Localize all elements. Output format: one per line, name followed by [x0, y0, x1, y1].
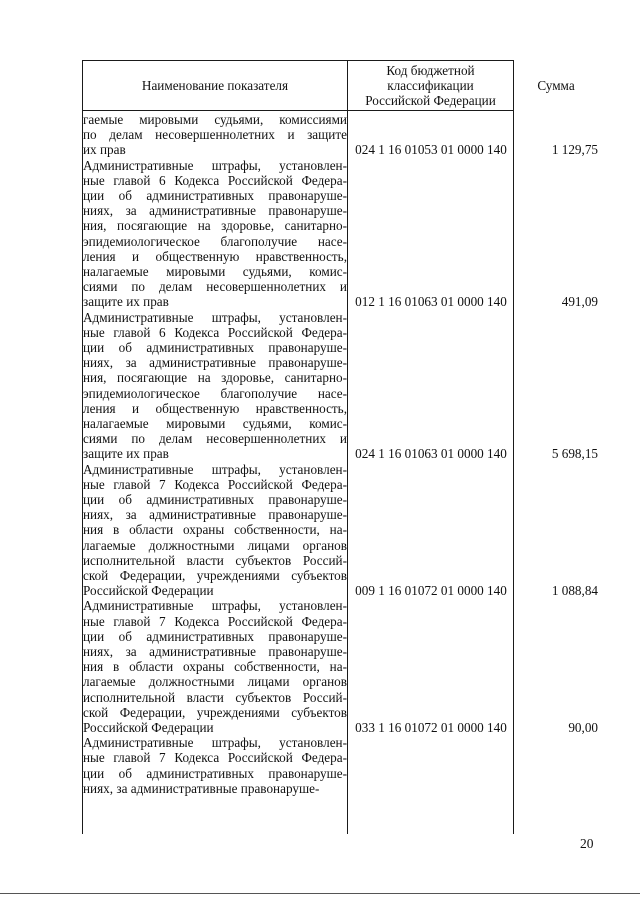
row-code-cell: 033 1 16 01072 01 0000 140 — [355, 720, 507, 735]
header-sum-text: Сумма — [537, 77, 575, 93]
row-name-line: ния в области охраны собственности, на- — [83, 522, 347, 538]
row-name-line: по делам несовершеннолетних и защите — [83, 127, 347, 143]
row-name-cell — [83, 735, 347, 796]
row-name-line: налагаемые мировыми судьями, комис- — [83, 415, 347, 431]
row-sum-cell: 90,00 — [568, 720, 598, 735]
row-name-line: ные главой 6 Кодекса Российской Федера- — [83, 172, 347, 188]
row-name-line: лагаемые должностными лицами органов — [83, 674, 347, 690]
row-name-line: ния, посягающие на здоровье, санитарно- — [83, 370, 347, 386]
row-name-cell — [83, 462, 347, 599]
row-name-line: ния в области охраны собственности, на- — [83, 659, 347, 675]
row-name-line: сиями по делам несовершеннолетних и — [83, 279, 347, 295]
column-divider-2 — [513, 60, 514, 834]
row-name-line: ской Федерации, учреждениями субъектов — [83, 704, 347, 720]
row-sum-cell: 1 088,84 — [551, 583, 598, 599]
row-name-line: Административные штрафы, установлен- — [83, 735, 347, 751]
row-name-line: ления и общественную нравственность, — [83, 248, 347, 264]
row-name-line: гаемые мировыми судьями, комиссиями — [83, 112, 347, 127]
header-code-line: классификации — [387, 77, 474, 93]
row-name-line: ниях, за административные правонаруше- — [83, 355, 347, 371]
row-code-cell: 024 1 16 01063 01 0000 140 — [355, 446, 507, 462]
row-name-line: защите их прав — [83, 294, 169, 310]
row-name-line: ные главой 7 Кодекса Российской Федера- — [83, 613, 347, 629]
row-name-line: ниях, за административные правонаруше- — [83, 780, 320, 796]
row-name-line: ции об административных правонаруше- — [83, 339, 347, 355]
row-name-line: исполнительной власти субъектов Россий- — [83, 689, 347, 705]
row-name-line: ции об административных правонаруше- — [83, 187, 347, 203]
page-number: 20 — [580, 836, 594, 851]
row-name-line: лагаемые должностными лицами органов — [83, 537, 347, 553]
row-name-line: ниях, за административные правонаруше- — [83, 203, 347, 219]
row-name-line: их прав — [83, 142, 126, 158]
row-sum-cell: 5 698,15 — [551, 446, 598, 462]
row-name-line: эпидемиологическое благополучие насе- — [83, 233, 347, 249]
row-name-line: ные главой 7 Кодекса Российской Федера- — [83, 750, 347, 766]
row-name-line: Административные штрафы, установлен- — [83, 461, 347, 477]
row-name-line: ния, посягающие на здоровье, санитарно- — [83, 218, 347, 234]
row-name-line: исполнительной власти субъектов Россий- — [83, 552, 347, 568]
row-name-line: ниях, за административные правонаруше- — [83, 643, 347, 659]
row-name-line: ные главой 6 Кодекса Российской Федера- — [83, 324, 347, 340]
row-code-cell: 012 1 16 01063 01 0000 140 — [355, 294, 507, 310]
column-divider-1 — [347, 60, 348, 834]
row-name-line: ниях, за административные правонаруше- — [83, 507, 347, 523]
row-name-line: ные главой 7 Кодекса Российской Федера- — [83, 476, 347, 492]
header-sum — [514, 60, 598, 110]
row-name-cell — [83, 112, 347, 158]
row-name-cell — [83, 310, 347, 462]
header-code — [348, 60, 513, 110]
row-name-line: сиями по делам несовершеннолетних и — [83, 431, 347, 447]
row-name-line: Административные штрафы, установлен- — [83, 157, 347, 173]
row-name-line: ской Федерации, учреждениями субъектов — [83, 567, 347, 583]
row-name-line: защите их прав — [83, 446, 169, 462]
row-name-cell — [83, 598, 347, 735]
header-name-text: Наименование показателя — [141, 77, 289, 93]
budget-table — [82, 60, 598, 834]
row-name-cell — [83, 158, 347, 310]
row-name-line: ции об административных правонаруше- — [83, 765, 347, 781]
row-name-line: ции об административных правонаруше- — [83, 491, 347, 507]
row-name-line: ции об административных правонаруше- — [83, 628, 347, 644]
header-code-line: Российской Федерации — [365, 92, 496, 108]
row-name-line: Российской Федерации — [83, 719, 214, 735]
row-name-line: Административные штрафы, установлен- — [83, 309, 347, 325]
row-name-line: Административные штрафы, установлен- — [83, 598, 347, 614]
header-code-line: Код бюджетной — [386, 62, 475, 78]
row-name-line: Российской Федерации — [83, 583, 214, 599]
row-code-cell: 009 1 16 01072 01 0000 140 — [355, 583, 507, 599]
row-name-line: ления и общественную нравственность, — [83, 400, 347, 416]
page-bottom-rule — [0, 893, 640, 894]
row-code-cell: 024 1 16 01053 01 0000 140 — [355, 142, 507, 158]
row-sum-cell: 1 129,75 — [551, 142, 598, 158]
row-sum-cell: 491,09 — [561, 294, 598, 310]
header-divider — [82, 110, 514, 111]
row-name-line: налагаемые мировыми судьями, комис- — [83, 263, 347, 279]
header-name — [83, 60, 347, 110]
row-name-line: эпидемиологическое благополучие насе- — [83, 385, 347, 401]
